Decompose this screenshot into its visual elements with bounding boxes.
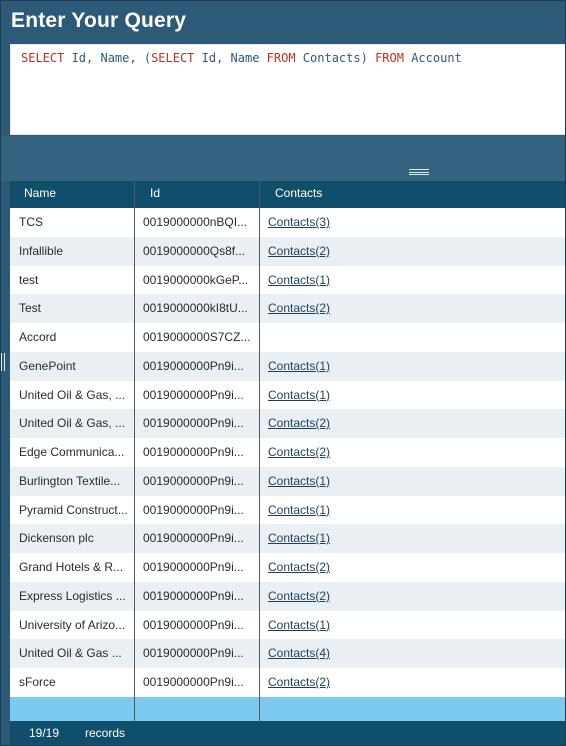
query-keyword: FROM — [375, 51, 404, 65]
cell-name[interactable]: TCS — [19, 215, 43, 229]
cell-name[interactable]: United Oil & Gas ... — [19, 646, 122, 661]
page-title: Enter Your Query — [11, 9, 187, 32]
query-editor[interactable] — [10, 44, 566, 135]
grid-rows — [10, 208, 566, 697]
contacts-link[interactable]: Contacts(2) — [268, 445, 331, 459]
cell-contacts — [268, 237, 468, 266]
cell-name[interactable]: sForce — [19, 675, 56, 689]
contacts-link[interactable]: Contacts(1) — [268, 358, 331, 373]
cell-id[interactable]: 0019000000nBQI... — [143, 215, 248, 229]
cell-contacts — [268, 352, 468, 381]
table-row[interactable] — [10, 294, 566, 323]
cell-contacts — [268, 668, 468, 697]
table-row[interactable] — [10, 381, 566, 410]
query-token: Id, Name, ( — [64, 51, 152, 65]
contacts-link[interactable]: Contacts(3) — [268, 215, 331, 229]
cell-id[interactable]: 0019000000Pn9i... — [143, 531, 244, 546]
query-keyword: SELECT — [151, 51, 195, 65]
cell-id[interactable]: 0019000000Pn9i... — [143, 560, 244, 574]
table-row[interactable] — [10, 352, 566, 381]
contacts-link[interactable]: Contacts(2) — [268, 243, 331, 258]
query-text[interactable] — [21, 51, 462, 65]
contacts-link[interactable]: Contacts(1) — [268, 272, 331, 287]
record-unit: records — [85, 726, 126, 740]
cell-contacts — [268, 496, 468, 525]
cell-name[interactable]: GenePoint — [19, 358, 76, 373]
table-row[interactable] — [10, 553, 566, 582]
cell-contacts — [268, 553, 468, 582]
cell-id[interactable]: 0019000000kI8tU... — [143, 301, 248, 316]
contacts-link[interactable]: Contacts(2) — [268, 416, 331, 431]
cell-id[interactable]: 0019000000Pn9i... — [143, 502, 244, 517]
cell-name[interactable]: Dickenson plc — [19, 531, 94, 546]
column-header-id[interactable]: Id — [150, 186, 161, 200]
contacts-link[interactable]: Contacts(2) — [268, 560, 331, 574]
table-row[interactable] — [10, 582, 566, 611]
cell-name[interactable]: Accord — [19, 330, 57, 344]
record-count: 19/19 — [29, 726, 60, 740]
column-divider[interactable] — [259, 181, 260, 721]
cell-contacts — [268, 582, 468, 611]
contacts-link[interactable]: Contacts(1) — [268, 502, 331, 517]
panel-splitter[interactable] — [1, 136, 565, 181]
contacts-link[interactable]: Contacts(1) — [268, 617, 331, 632]
table-row[interactable] — [10, 266, 566, 295]
cell-id[interactable]: 0019000000Pn9i... — [143, 675, 244, 689]
table-row[interactable] — [10, 639, 566, 668]
cell-id[interactable]: 0019000000Pn9i... — [143, 358, 244, 373]
table-row[interactable] — [10, 611, 566, 640]
contacts-link[interactable]: Contacts(1) — [268, 473, 331, 488]
contacts-link[interactable]: Contacts(2) — [268, 588, 331, 603]
cell-contacts — [268, 409, 468, 438]
contacts-link[interactable]: Contacts(2) — [268, 675, 331, 689]
cell-id[interactable]: 0019000000Pn9i... — [143, 445, 244, 459]
selected-row[interactable] — [10, 697, 566, 721]
table-row[interactable] — [10, 323, 566, 352]
title-bar — [1, 1, 565, 43]
cell-name[interactable]: University of Arizo... — [19, 617, 126, 632]
cell-name[interactable]: Grand Hotels & R... — [19, 560, 124, 574]
contacts-link[interactable]: Contacts(4) — [268, 646, 331, 661]
cell-id[interactable]: 0019000000Pn9i... — [143, 387, 244, 402]
cell-id[interactable]: 0019000000Pn9i... — [143, 646, 244, 661]
cell-contacts — [268, 611, 468, 640]
table-row[interactable] — [10, 496, 566, 525]
cell-name[interactable]: Express Logistics ... — [19, 588, 126, 603]
cell-name[interactable]: Test — [19, 301, 42, 316]
cell-contacts — [268, 266, 468, 295]
grid-header — [10, 181, 566, 208]
cell-contacts — [268, 323, 468, 352]
query-token: Account — [403, 51, 462, 65]
column-header-name[interactable]: Name — [24, 186, 57, 200]
column-header-contacts[interactable]: Contacts — [275, 186, 323, 200]
cell-id[interactable]: 0019000000Pn9i... — [143, 617, 244, 632]
cell-id[interactable]: 0019000000kGeP... — [143, 272, 249, 287]
table-row[interactable] — [10, 668, 566, 697]
cell-id[interactable]: 0019000000Pn9i... — [143, 473, 244, 488]
cell-contacts — [268, 639, 468, 668]
table-row[interactable] — [10, 467, 566, 496]
cell-id[interactable]: 0019000000Qs8f... — [143, 243, 246, 258]
query-keyword: FROM — [266, 51, 296, 65]
contacts-link[interactable]: Contacts(1) — [268, 531, 331, 546]
query-token: Contacts) — [295, 51, 376, 65]
table-row[interactable] — [10, 208, 566, 237]
cell-name[interactable]: Burlington Textile... — [19, 473, 121, 488]
query-keyword: SELECT — [21, 51, 65, 65]
cell-contacts — [268, 381, 468, 410]
cell-contacts — [268, 294, 468, 323]
cell-contacts — [268, 467, 468, 496]
query-token: Id, Name — [194, 51, 267, 65]
cell-contacts — [268, 524, 468, 553]
contacts-link[interactable]: Contacts(2) — [268, 301, 331, 316]
table-row[interactable] — [10, 409, 566, 438]
results-grid — [10, 181, 566, 721]
table-row[interactable] — [10, 438, 566, 467]
cell-id[interactable]: 0019000000Pn9i... — [143, 588, 244, 603]
cell-contacts — [268, 438, 468, 467]
cell-name[interactable]: test — [19, 272, 39, 287]
cell-name[interactable]: Edge Communica... — [19, 445, 125, 459]
cell-contacts — [268, 208, 468, 237]
splitter-grip-icon[interactable] — [409, 169, 429, 175]
cell-id[interactable]: 0019000000S7CZ... — [143, 330, 251, 344]
cell-name[interactable]: Pyramid Construct... — [19, 502, 128, 517]
left-resize-handle-icon[interactable] — [1, 353, 5, 371]
cell-name[interactable]: Infallible — [19, 243, 64, 258]
contacts-link[interactable]: Contacts(1) — [268, 387, 331, 402]
table-row[interactable] — [10, 237, 566, 266]
status-bar — [10, 721, 566, 746]
cell-name[interactable]: United Oil & Gas, ... — [19, 387, 126, 402]
table-row[interactable] — [10, 524, 566, 553]
cell-id[interactable]: 0019000000Pn9i... — [143, 416, 244, 431]
column-divider[interactable] — [134, 181, 135, 721]
cell-name[interactable]: United Oil & Gas, ... — [19, 416, 126, 431]
